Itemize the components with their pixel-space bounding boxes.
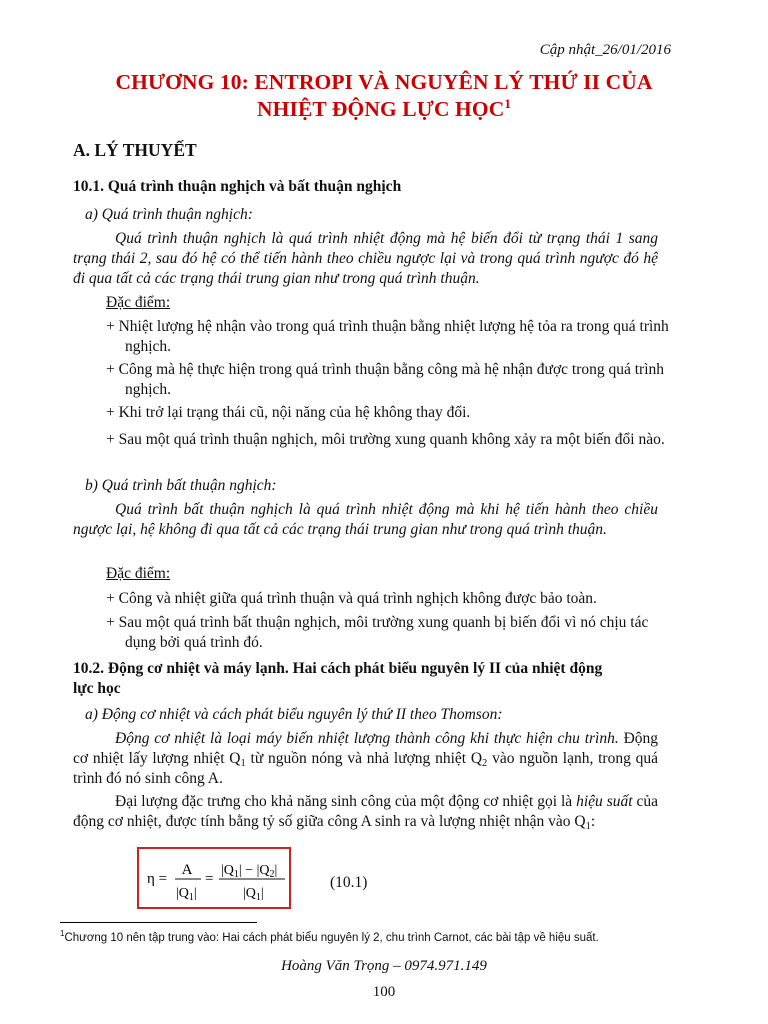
efficiency-text-3: : <box>590 813 596 830</box>
features-label-reversible: Đặc điểm: <box>106 294 171 311</box>
feature-item: + Sau một quá trình thuận nghịch, môi trường xung quanh không xảy ra một biến đổi nào. <box>106 431 665 448</box>
formula-lhs: η = <box>147 871 168 887</box>
efficiency-text-1: Đại lượng đặc trưng cho khả năng sinh công của một động cơ nhiệt gọi là <box>115 793 577 810</box>
heat-engine-text-1: Động cơ nhiệt lấy lượng nhiệt Q <box>73 730 659 767</box>
section-heading-10-1: 10.1. Quá trình thuận nghịch và bất thuận nghịch <box>73 178 402 195</box>
feature-item: + Nhiệt lượng hệ nhận vào trong quá trình thuận bằng nhiệt lượng hệ tỏa ra trong quá trình nghịch. <box>106 318 669 355</box>
section-heading-10-2-line-1: 10.2. Động cơ nhiệt và máy lạnh. Hai cách phát biểu nguyên lý II của nhiệt động <box>73 660 603 677</box>
fraction-1-numerator: A <box>181 862 193 878</box>
efficiency-text-2: của động cơ nhiệt, được tính bằng tỷ số giữa công A sinh ra và lượng nhiệt nhận vào Q <box>73 793 659 830</box>
footnote-reference: 1 <box>504 95 511 111</box>
efficiency-formula <box>139 849 289 907</box>
paragraph-efficiency <box>73 792 658 832</box>
footnote-divider <box>60 922 257 923</box>
subheading-heat-engine: a) Động cơ nhiệt và cách phát biểu nguyên lý thứ II theo Thomson: <box>85 706 503 723</box>
heat-engine-definition: Động cơ nhiệt là loại máy biến nhiệt lượng thành công khi thực hiện chu trình. <box>115 730 619 747</box>
efficiency-formula-box <box>137 847 291 909</box>
footnote-text: Chương 10 nên tập trung vào: Hai cách phát biểu nguyên lý 2, chu trình Carnot, các bài tập về hiệu suất. <box>64 931 599 944</box>
subheading-irreversible: b) Quá trình bất thuận nghịch: <box>85 477 277 494</box>
chapter-title <box>60 69 708 123</box>
subheading-reversible: a) Quá trình thuận nghịch: <box>85 206 253 223</box>
heat-engine-text-3: vào nguồn lạnh, trong quá trình đó nó sinh công A. <box>73 750 658 787</box>
paragraph-irreversible-definition: Quá trình bất thuận nghịch là quá trình nhiệt động mà khi hệ tiến hành theo chiều ngược lại, hệ không đi qua tất cả các trạng thái trung gian như trong quá trình thuận. <box>73 501 658 538</box>
subscript: 2 <box>482 758 488 769</box>
fraction-2-denominator: $|Q_1|$ <box>243 886 264 903</box>
feature-item: + Công và nhiệt giữa quá trình thuận và quá trình nghịch không được bảo toàn. <box>106 590 597 607</box>
efficiency-term: hiệu suất <box>576 793 633 810</box>
section-heading-10-2 <box>73 659 663 699</box>
footnote-mark: 1 <box>60 929 65 938</box>
footnote <box>60 929 599 944</box>
update-date: Cập nhật_26/01/2016 <box>539 42 671 58</box>
heat-engine-text-2: từ nguồn nóng và nhả lượng nhiệt Q <box>245 750 483 767</box>
page-number: 100 <box>372 984 396 1000</box>
fraction-1-denominator: $|Q_1|$ <box>176 886 197 903</box>
chapter-title-line-2-text: NHIỆT ĐỘNG LỰC HỌC <box>257 97 505 121</box>
feature-item: + Khi trở lại trạng thái cũ, nội năng của hệ không thay đổi. <box>106 404 471 421</box>
subscript: 1 <box>585 821 591 832</box>
chapter-title-line-2 <box>60 96 708 123</box>
section-heading-10-2-line-2: lực học <box>73 680 121 697</box>
footer-author: Hoàng Văn Trọng – 0974.971.149 <box>281 958 487 974</box>
section-heading-a: A. LÝ THUYẾT <box>73 140 197 160</box>
subscript: 1 <box>240 758 246 769</box>
features-label-irreversible: Đặc điểm: <box>106 565 171 582</box>
chapter-title-line-1: CHƯƠNG 10: ENTROPI VÀ NGUYÊN LÝ THỨ II CỦA <box>115 70 653 94</box>
formula-equals: = <box>205 871 214 887</box>
paragraph-reversible-definition: Quá trình thuận nghịch là quá trình nhiệt động mà hệ biến đổi từ trạng thái 1 sang trạng thái 2, sau đó hệ có thể tiến hành theo chiều ngược lại và trong quá trình ngược đó hệ đi qua tất cả các trạng thái trung gian như trong quá trình thuận. <box>73 230 658 287</box>
feature-item: + Công mà hệ thực hiện trong quá trình thuận bằng công mà hệ nhận được trong quá trình nghịch. <box>106 361 665 398</box>
fraction-2-numerator: $|Q_1| - |Q_2|$ <box>221 863 278 880</box>
equation-number: (10.1) <box>330 874 368 891</box>
feature-item: + Sau một quá trình bất thuận nghịch, môi trường xung quanh bị biến đổi vì nó chịu tác dụng bởi quá trình đó. <box>106 614 649 651</box>
paragraph-heat-engine <box>73 729 658 789</box>
